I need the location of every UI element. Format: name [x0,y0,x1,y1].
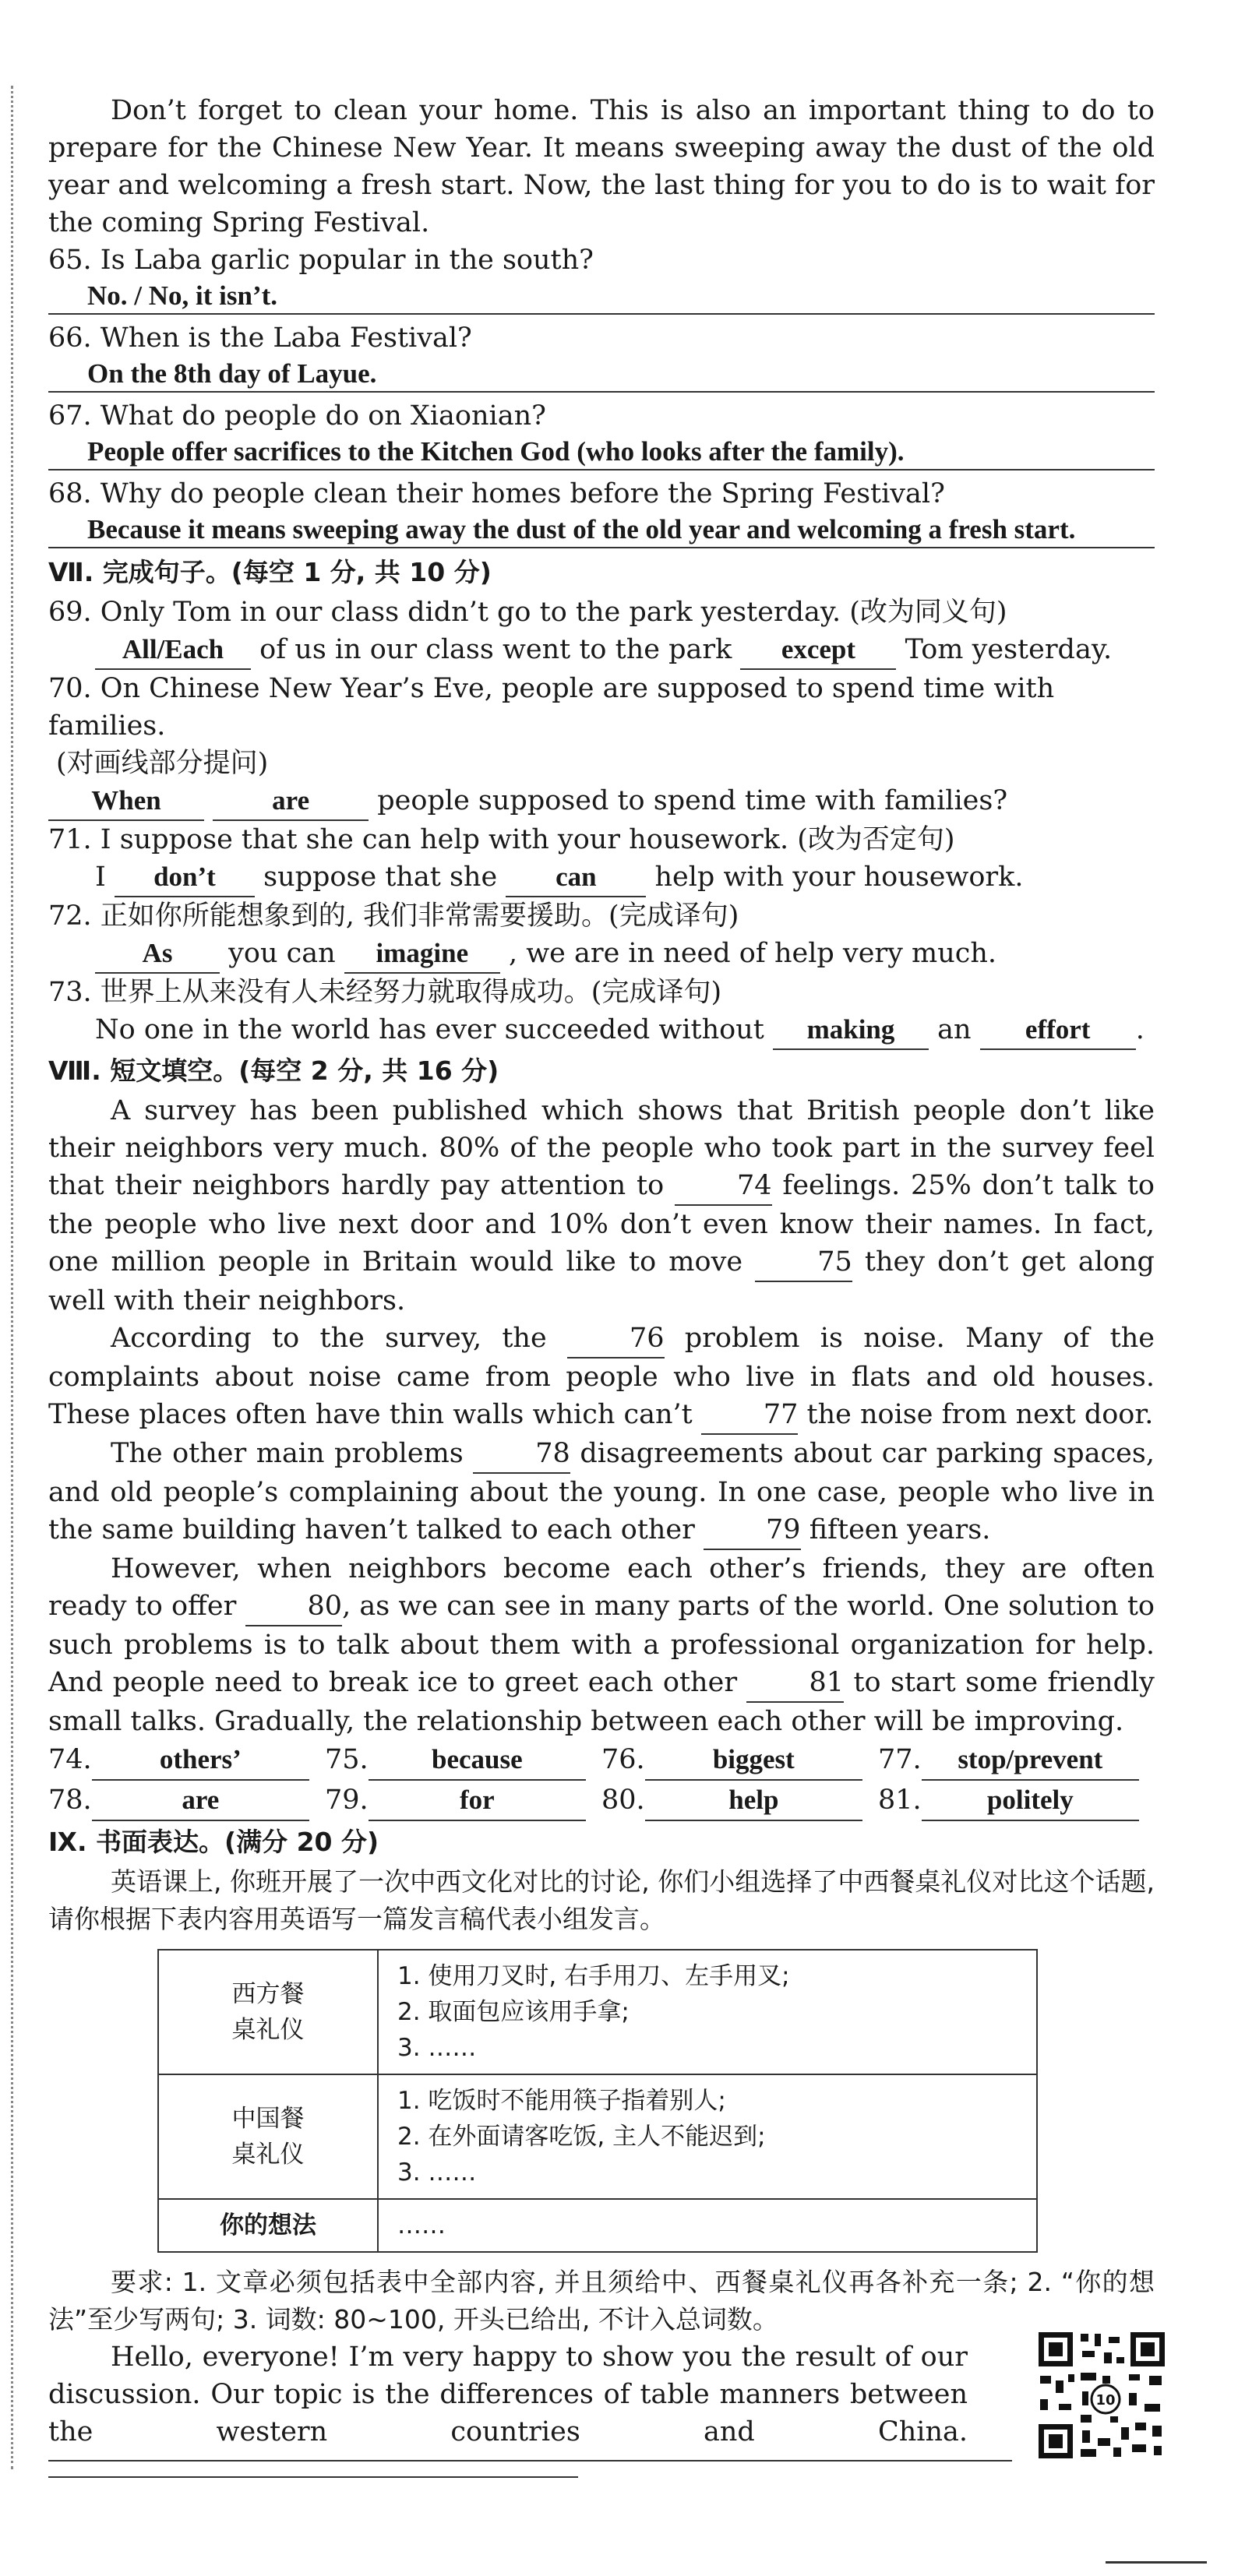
row-header-line: 你的想法 [220,2211,316,2239]
q69-blank-2: except [740,631,896,670]
starter-text: Hello, everyone! I’m very happy to show you the result of our discussion. Our topic is the differences of table manners between the western countries and China. [48,2342,968,2447]
cloze-answer-77 [878,1740,1155,1781]
table-row [158,1950,1037,2074]
q69-line [48,631,1155,670]
writing-first-line[interactable] [48,2476,578,2478]
cloze-p3-text-a: The other main problems [111,1438,464,1469]
q71-blank-1: don’t [115,858,255,897]
question-66: 66. When is the Laba Festival? [48,322,472,354]
table-item: 2. 在外面请客吃饭, 主人不能迟到; [397,2123,766,2151]
row-header-line: 桌礼仪 [231,2016,305,2044]
cloze-p2-text-a: According to the survey, the [111,1323,547,1354]
q70-blank-1: When [48,782,204,821]
q70-blank-2: are [213,782,369,821]
answer-value: for [369,1781,586,1821]
q71-line [48,858,1155,897]
binding-dotted-line [11,86,13,2469]
row-header-line: 西方餐 [231,1980,305,2008]
table-manners-table [157,1949,1038,2253]
answer-number: 74. [48,1744,92,1775]
question-65: 65. Is Laba garlic popular in the south? [48,245,594,276]
answer-66: On the 8th day of Layue. [48,357,1155,393]
cloze-answer-80 [601,1781,878,1821]
q69-middle: of us in our class went to the park [259,634,732,665]
cloze-blank-80: 80 [245,1588,343,1626]
answer-number: 77. [878,1744,922,1775]
section-8-title: Ⅷ. 短文填空。(每空 2 分, 共 16 分) [48,1055,499,1086]
q72-middle: you can [228,938,336,969]
cloze-answer-75 [325,1740,601,1781]
table-row [158,2074,1037,2199]
cloze-p4-text-c: to start some friendly small talks. Gradually, the relationship between each other will be improving. [48,1667,1155,1737]
answer-number: 78. [48,1785,92,1816]
section-9-title: Ⅸ. 书面表达。(满分 20 分) [48,1827,379,1857]
cloze-answer-76 [601,1740,878,1781]
q73-blank-2: effort [980,1011,1136,1050]
cloze-blank-77: 77 [701,1396,799,1435]
answer-number: 76. [601,1744,645,1775]
row-header [158,2074,378,2199]
cloze-p2-text-b: problem is noise. Many of the complaints about noise came from people who live in flats and old houses. These places often have thin walls which can’t [48,1323,1155,1430]
row-content [378,1950,1037,2074]
cloze-paragraph-3 [48,1435,1155,1550]
cloze-answer-81 [878,1781,1155,1821]
row-header-line: 桌礼仪 [231,2141,305,2169]
q71-prompt: 71. I suppose that she can help with your housework. (改为否定句) [48,824,955,855]
q70-note: (对画线部分提问) [56,748,269,779]
answer-value: politely [922,1781,1139,1821]
cloze-answer-78 [48,1781,325,1821]
cloze-answer-grid [48,1740,1155,1821]
answer-number: 79. [325,1785,369,1816]
row-content [378,2074,1037,2199]
answer-value: help [645,1781,862,1821]
cloze-answer-74 [48,1740,325,1781]
question-67: 67. What do people do on Xiaonian? [48,400,546,432]
q72-blank-1: As [95,935,220,974]
q69-end: Tom yesterday. [905,634,1113,665]
table-item: 3. …… [397,2034,477,2062]
q70-prompt: 70. On Chinese New Year’s Eve, people are supposed to spend time with families. [48,673,1055,742]
q73-middle: an [937,1014,972,1045]
cloze-answer-row [48,1740,1155,1781]
section-7-title: Ⅶ. 完成句子。(每空 1 分, 共 10 分) [48,557,492,587]
q72-blank-2: imagine [344,935,500,974]
cloze-p3-text-c: fifteen years. [809,1514,991,1545]
q73-start: No one in the world has ever succeeded without [95,1014,764,1045]
cloze-p3-text-b: disagreements about car parking spaces, and old people’s complaining about the young. In one case, people who live in the same building haven’t talked to each other [48,1438,1155,1545]
answer-value: because [369,1740,586,1781]
writing-line[interactable] [48,2460,1012,2461]
cloze-paragraph-2 [48,1320,1155,1435]
cloze-paragraph-4 [48,1550,1155,1740]
q72-end: , we are in need of help very much. [508,938,997,969]
q73-blank-1: making [773,1011,929,1050]
writing-requirements: 要求: 1. 文章必须包括表中全部内容, 并且须给中、西餐桌礼仪再各补充一条; 2. “你的想法”至少写两句; 3. 词数: 80~100, 开头已给出, 不计入总词数。 [48,2267,1155,2335]
table-item: …… [397,2211,446,2239]
cloze-blank-76: 76 [567,1320,665,1358]
q69-blank-1: All/Each [95,631,251,670]
cloze-blank-81: 81 [746,1664,844,1703]
cloze-p4-text-b: , as we can see in many parts of the world. One solution to such problems is to talk about them with a professional organization for help. And people need to break ice to greet each other [48,1591,1155,1698]
cloze-p4-text-a: However, when neighbors become each other’s friends, they are often ready to offer [48,1553,1155,1622]
answer-68: Because it means sweeping away the dust of the old year and welcoming a fresh start. [48,513,1155,548]
cloze-blank-74: 74 [675,1167,772,1206]
answer-number: 81. [878,1785,922,1816]
intro-paragraph: Don’t forget to clean your home. This is also an important thing to do to prepare for the Chinese New Year. It means sweeping away the dust of the old year and welcoming a fresh start. Now, the last thing for you to do is to wait for the coming Spring Festival. [48,95,1155,238]
q70-line [48,782,1155,821]
cloze-blank-79: 79 [704,1511,801,1550]
page-footer-mark [1106,2561,1207,2564]
table-item: 2. 取面包应该用手拿; [397,1998,630,2026]
answer-value: biggest [645,1740,862,1781]
question-68: 68. Why do people clean their homes before the Spring Festival? [48,478,945,509]
answer-65: No. / No, it isn’t. [48,279,1155,315]
q69-prompt: 69. Only Tom in our class didn’t go to the park yesterday. (改为同义句) [48,597,1007,628]
q73-end: . [1135,1014,1145,1045]
answer-value: are [92,1781,309,1821]
answer-number: 80. [601,1785,645,1816]
q72-prompt: 72. 正如你所能想象到的, 我们非常需要援助。(完成译句) [48,900,739,932]
cloze-answer-row [48,1781,1155,1821]
q71-middle: suppose that she [263,862,498,893]
q73-line [48,1011,1155,1050]
content-column [48,92,1155,2488]
q71-blank-2: can [506,858,646,897]
writing-task-intro: 英语课上, 你班开展了一次中西文化对比的讨论, 你们小组选择了中西餐桌礼仪对比这个话题, 请你根据下表内容用英语写一篇发言稿代表小组发言。 [48,1866,1155,1934]
answer-number: 75. [325,1744,369,1775]
cloze-p1-text-a: A survey has been published which shows that British people don’t like their neighbors very much. 80% of the people who took part in the survey feel that their neighbors hardly pay attention to [48,1095,1155,1201]
table-row [158,2199,1037,2252]
cloze-p1-text-b: feelings. 25% don’t talk to the people who live next door and 10% don’t even know their names. In fact, one million people in Britain would like to move [48,1170,1155,1277]
row-content [378,2199,1037,2252]
q72-line [48,935,1155,974]
cloze-blank-75: 75 [755,1243,852,1282]
row-header-line: 中国餐 [231,2105,305,2133]
writing-starter [48,2338,968,2488]
row-header [158,1950,378,2074]
cloze-p2-text-c: the noise from next door. [806,1399,1154,1430]
qr-code-icon [1035,2329,1168,2461]
table-item: 1. 吃饭时不能用筷子指着别人; [397,2087,726,2115]
qr-badge-number: 10 [1095,2392,1116,2409]
table-item: 1. 使用刀叉时, 右手用刀、左手用叉; [397,1962,790,1990]
cloze-blank-78: 78 [473,1435,570,1474]
cloze-paragraph-1 [48,1092,1155,1320]
answer-value: stop/prevent [922,1740,1139,1781]
table-item: 3. …… [397,2158,477,2187]
cloze-p1-text-c: they don’t get along well with their neighbors. [48,1246,1155,1316]
q70-end: people supposed to spend time with families? [377,785,1008,816]
comprehension-questions [48,241,1155,548]
row-header [158,2199,378,2252]
q71-start: I [95,862,106,893]
answer-value: others’ [92,1740,309,1781]
q71-end: help with your housework. [654,862,1024,893]
cloze-answer-79 [325,1781,601,1821]
q73-prompt: 73. 世界上从来没有人未经努力就取得成功。(完成译句) [48,977,722,1008]
answer-67: People offer sacrifices to the Kitchen God (who looks after the family). [48,435,1155,470]
